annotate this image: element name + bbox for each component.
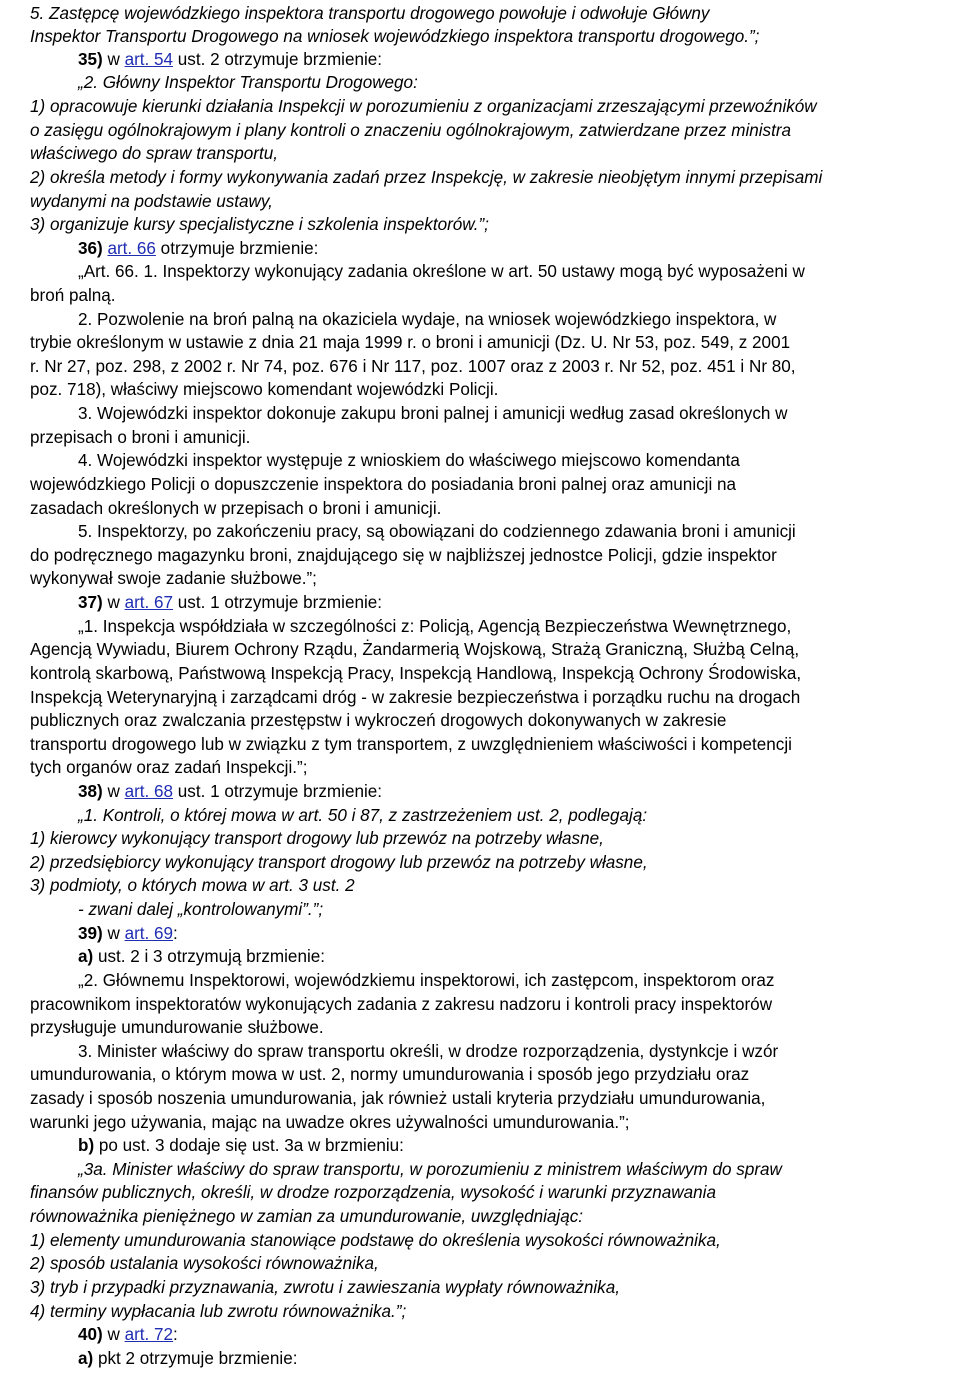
text-line: przysługuje umundurowanie służbowe.	[30, 1018, 324, 1037]
text-line: „Art. 66. 1. Inspektorzy wykonujący zadania określone w art. 50 ustawy mogą być wyposażeni w	[78, 262, 805, 281]
text-line: 2. Pozwolenie na broń palną na okaziciela wydaje, na wniosek wojewódzkiego inspektora, w	[78, 310, 777, 329]
sub-point-letter: a)	[78, 947, 94, 966]
text-line: 2) przedsiębiorcy wykonujący transport drogowy lub przewóz na potrzeby własne,	[30, 853, 648, 872]
text-line: kontrolą skarbową, Państwową Inspekcją Pracy, Inspekcją Handlową, Inspekcją Ochrony Środowiska,	[30, 664, 802, 683]
point-prefix: w	[107, 1325, 120, 1344]
text-line: 1) elementy umundurowania stanowiące podstawę do określenia wysokości równoważnika,	[30, 1231, 721, 1250]
text-line: Inspekcją Weterynaryjną i zarządcami dróg - w zakresie bezpieczeństwa i porządku ruchu na drogach	[30, 688, 801, 707]
article-link[interactable]: art. 54	[124, 50, 174, 69]
text-line: równoważnika pieniężnego w zamian za umundurowanie, uwzględniając:	[30, 1207, 584, 1226]
point-suffix: :	[173, 1325, 178, 1344]
sub-point-a	[78, 1347, 297, 1371]
point-number: 36)	[78, 239, 103, 258]
sub-point-b	[78, 1134, 404, 1158]
amendment-point-38: 38) w art. 68 ust. 1 otrzymuje brzmienie:	[78, 782, 383, 801]
text-line: pracownikom inspektoratów wykonujących zadania z zakresu nadzoru i kontroli pracy inspektorów	[30, 995, 773, 1014]
sub-point-text: ust. 2 i 3 otrzymują brzmienie:	[93, 947, 326, 966]
article-link[interactable]: art. 67	[124, 593, 174, 612]
amendment-point-39: 39) w art. 69:	[78, 924, 178, 943]
text-line: wydanymi na podstawie ustawy,	[30, 192, 273, 211]
point-suffix: ust. 2 otrzymuje brzmienie:	[173, 50, 383, 69]
point-suffix: ust. 1 otrzymuje brzmienie:	[173, 782, 383, 801]
point-number: 39)	[78, 924, 103, 943]
text-line: zasady i sposób noszenia umundurowania, jak również ustali kryteria przydziału umundurowania,	[30, 1089, 766, 1108]
amendment-point-40	[78, 1323, 178, 1347]
text-line: Agencją Wywiadu, Biurem Ochrony Rządu, Żandarmerią Wojskową, Strażą Graniczną, Służbą Celną,	[30, 640, 800, 659]
point-number: 38)	[78, 782, 103, 801]
text-line: publicznych oraz zwalczania przestępstw i wykroczeń drogowych dokonywanych w zakresie	[30, 711, 727, 730]
point-number: 37)	[78, 593, 103, 612]
text-line: Inspektor Transportu Drogowego na wniosek wojewódzkiego inspektora transportu drogowego.”;	[30, 27, 760, 46]
text-line: 5. Zastępcę wojewódzkiego inspektora transportu drogowego powołuje i odwołuje Główny	[30, 4, 710, 23]
text-line: do podręcznego magazynku broni, znajdującego się w najbliższej jednostce Policji, gdzie inspektor	[30, 546, 777, 565]
text-line: r. Nr 27, poz. 298, z 2002 r. Nr 74, poz. 676 i Nr 117, poz. 1007 oraz z 2003 r. Nr 52, poz. 451 i Nr 80,	[30, 357, 796, 376]
text-line: tych organów oraz zadań Inspekcji.”;	[30, 758, 308, 777]
point-number: 35)	[78, 50, 103, 69]
amendment-point-35	[78, 48, 382, 72]
text-line: 3) tryb i przypadki przyznawania, zwrotu i zawieszania wypłaty równoważnika,	[30, 1278, 620, 1297]
text-line: „2. Głównemu Inspektorowi, wojewódzkiemu inspektorowi, ich zastępcom, inspektorom oraz	[78, 971, 775, 990]
text-line: 3. Wojewódzki inspektor dokonuje zakupu broni palnej i amunicji według zasad określonych w	[78, 404, 788, 423]
article-link[interactable]: art. 72	[124, 1325, 174, 1344]
text-line: 3) organizuje kursy specjalistyczne i szkolenia inspektorów.”;	[30, 215, 489, 234]
text-line: „3a. Minister właściwy do spraw transportu, w porozumieniu z ministrem właściwym do spraw	[78, 1160, 782, 1179]
text-line: przepisach o broni i amunicji.	[30, 428, 251, 447]
text-line: 1) opracowuje kierunki działania Inspekcji w porozumieniu z organizacjami zrzeszającymi przewoźników	[30, 97, 817, 116]
text-line: broń palną.	[30, 286, 116, 305]
sub-point-text: po ust. 3 dodaje się ust. 3a w brzmieniu:	[94, 1136, 404, 1155]
text-line: wykonywał swoje zadanie służbowe.”;	[30, 569, 317, 588]
sub-point-text: pkt 2 otrzymuje brzmienie:	[93, 1349, 298, 1368]
text-line: warunki jego używania, mając na uwadze okres używalności umundurowania.”;	[30, 1113, 630, 1132]
text-line: 2) określa metody i formy wykonywania zadań przez Inspekcję, w zakresie nieobjętym innymi przepisami	[30, 168, 823, 187]
text-line: umundurowania, o którym mowa w ust. 2, normy umundurowania i sposób jego przydziału oraz	[30, 1065, 750, 1084]
text-line: wojewódzkiego Policji o dopuszczenie inspektora do posiadania broni palnej oraz amunicji na	[30, 475, 737, 494]
sub-point-letter: a)	[78, 1349, 94, 1368]
text-line: poz. 718), właściwy miejscowo komendant wojewódzki Policji.	[30, 380, 499, 399]
point-suffix: :	[173, 924, 178, 943]
text-line: właściwego do spraw transportu,	[30, 144, 278, 163]
article-link[interactable]: art. 69	[124, 924, 174, 943]
text-line: „1. Inspekcja współdziała w szczególności z: Policją, Agencją Bezpieczeństwa Wewnętrznego,	[78, 617, 792, 636]
text-line: finansów publicznych, określi, w drodze rozporządzenia, wysokość i warunki przyznawania	[30, 1183, 716, 1202]
text-line: transportu drogowego lub w związku z tym transportem, z uwzględnieniem właściwości i kompetencji	[30, 735, 792, 754]
text-line: trybie określonym w ustawie z dnia 21 maja 1999 r. o broni i amunicji (Dz. U. Nr 53, poz. 549, z 2001	[30, 333, 791, 352]
point-prefix: w	[107, 50, 120, 69]
sub-point-letter: b)	[78, 1136, 95, 1155]
amendment-point-36	[78, 237, 318, 261]
text-line: 4) terminy wypłacania lub zwrotu równoważnika.”;	[30, 1302, 407, 1321]
article-link[interactable]: art. 66	[107, 239, 156, 258]
point-suffix: otrzymuje brzmienie:	[155, 239, 319, 258]
text-line: 1) kierowcy wykonujący transport drogowy lub przewóz na potrzeby własne,	[30, 829, 604, 848]
amendment-point-37: 37) w art. 67 ust. 1 otrzymuje brzmienie:	[78, 593, 383, 612]
text-line: 3) podmioty, o których mowa w art. 3 ust. 2	[30, 876, 355, 895]
article-link[interactable]: art. 68	[124, 782, 174, 801]
text-line: 4. Wojewódzki inspektor występuje z wnioskiem do właściwego miejscowo komendanta	[78, 451, 740, 470]
text-line: 5. Inspektorzy, po zakończeniu pracy, są obowiązani do codziennego zdawania broni i amunicji	[78, 522, 796, 541]
sub-point-a	[78, 945, 325, 969]
text-line: o zasięgu ogólnokrajowym i plany kontroli o znaczeniu ogólnokrajowym, zatwierdzane przez ministra	[30, 121, 792, 140]
text-line: 2) sposób ustalania wysokości równoważnika,	[30, 1254, 379, 1273]
point-number: 40)	[78, 1325, 103, 1344]
text-line: „2. Główny Inspektor Transportu Drogowego:	[78, 73, 418, 92]
text-line: 3. Minister właściwy do spraw transportu określi, w drodze rozporządzenia, dystynkcje i wzór	[78, 1042, 779, 1061]
point-suffix: ust. 1 otrzymuje brzmienie:	[173, 593, 383, 612]
text-line: - zwani dalej „kontrolowanymi”.”;	[78, 900, 324, 919]
text-line: zasadach określonych w przepisach o broni i amunicji.	[30, 499, 442, 518]
text-line: „1. Kontroli, o której mowa w art. 50 i 87, z zastrzeżeniem ust. 2, podlegają:	[78, 806, 648, 825]
